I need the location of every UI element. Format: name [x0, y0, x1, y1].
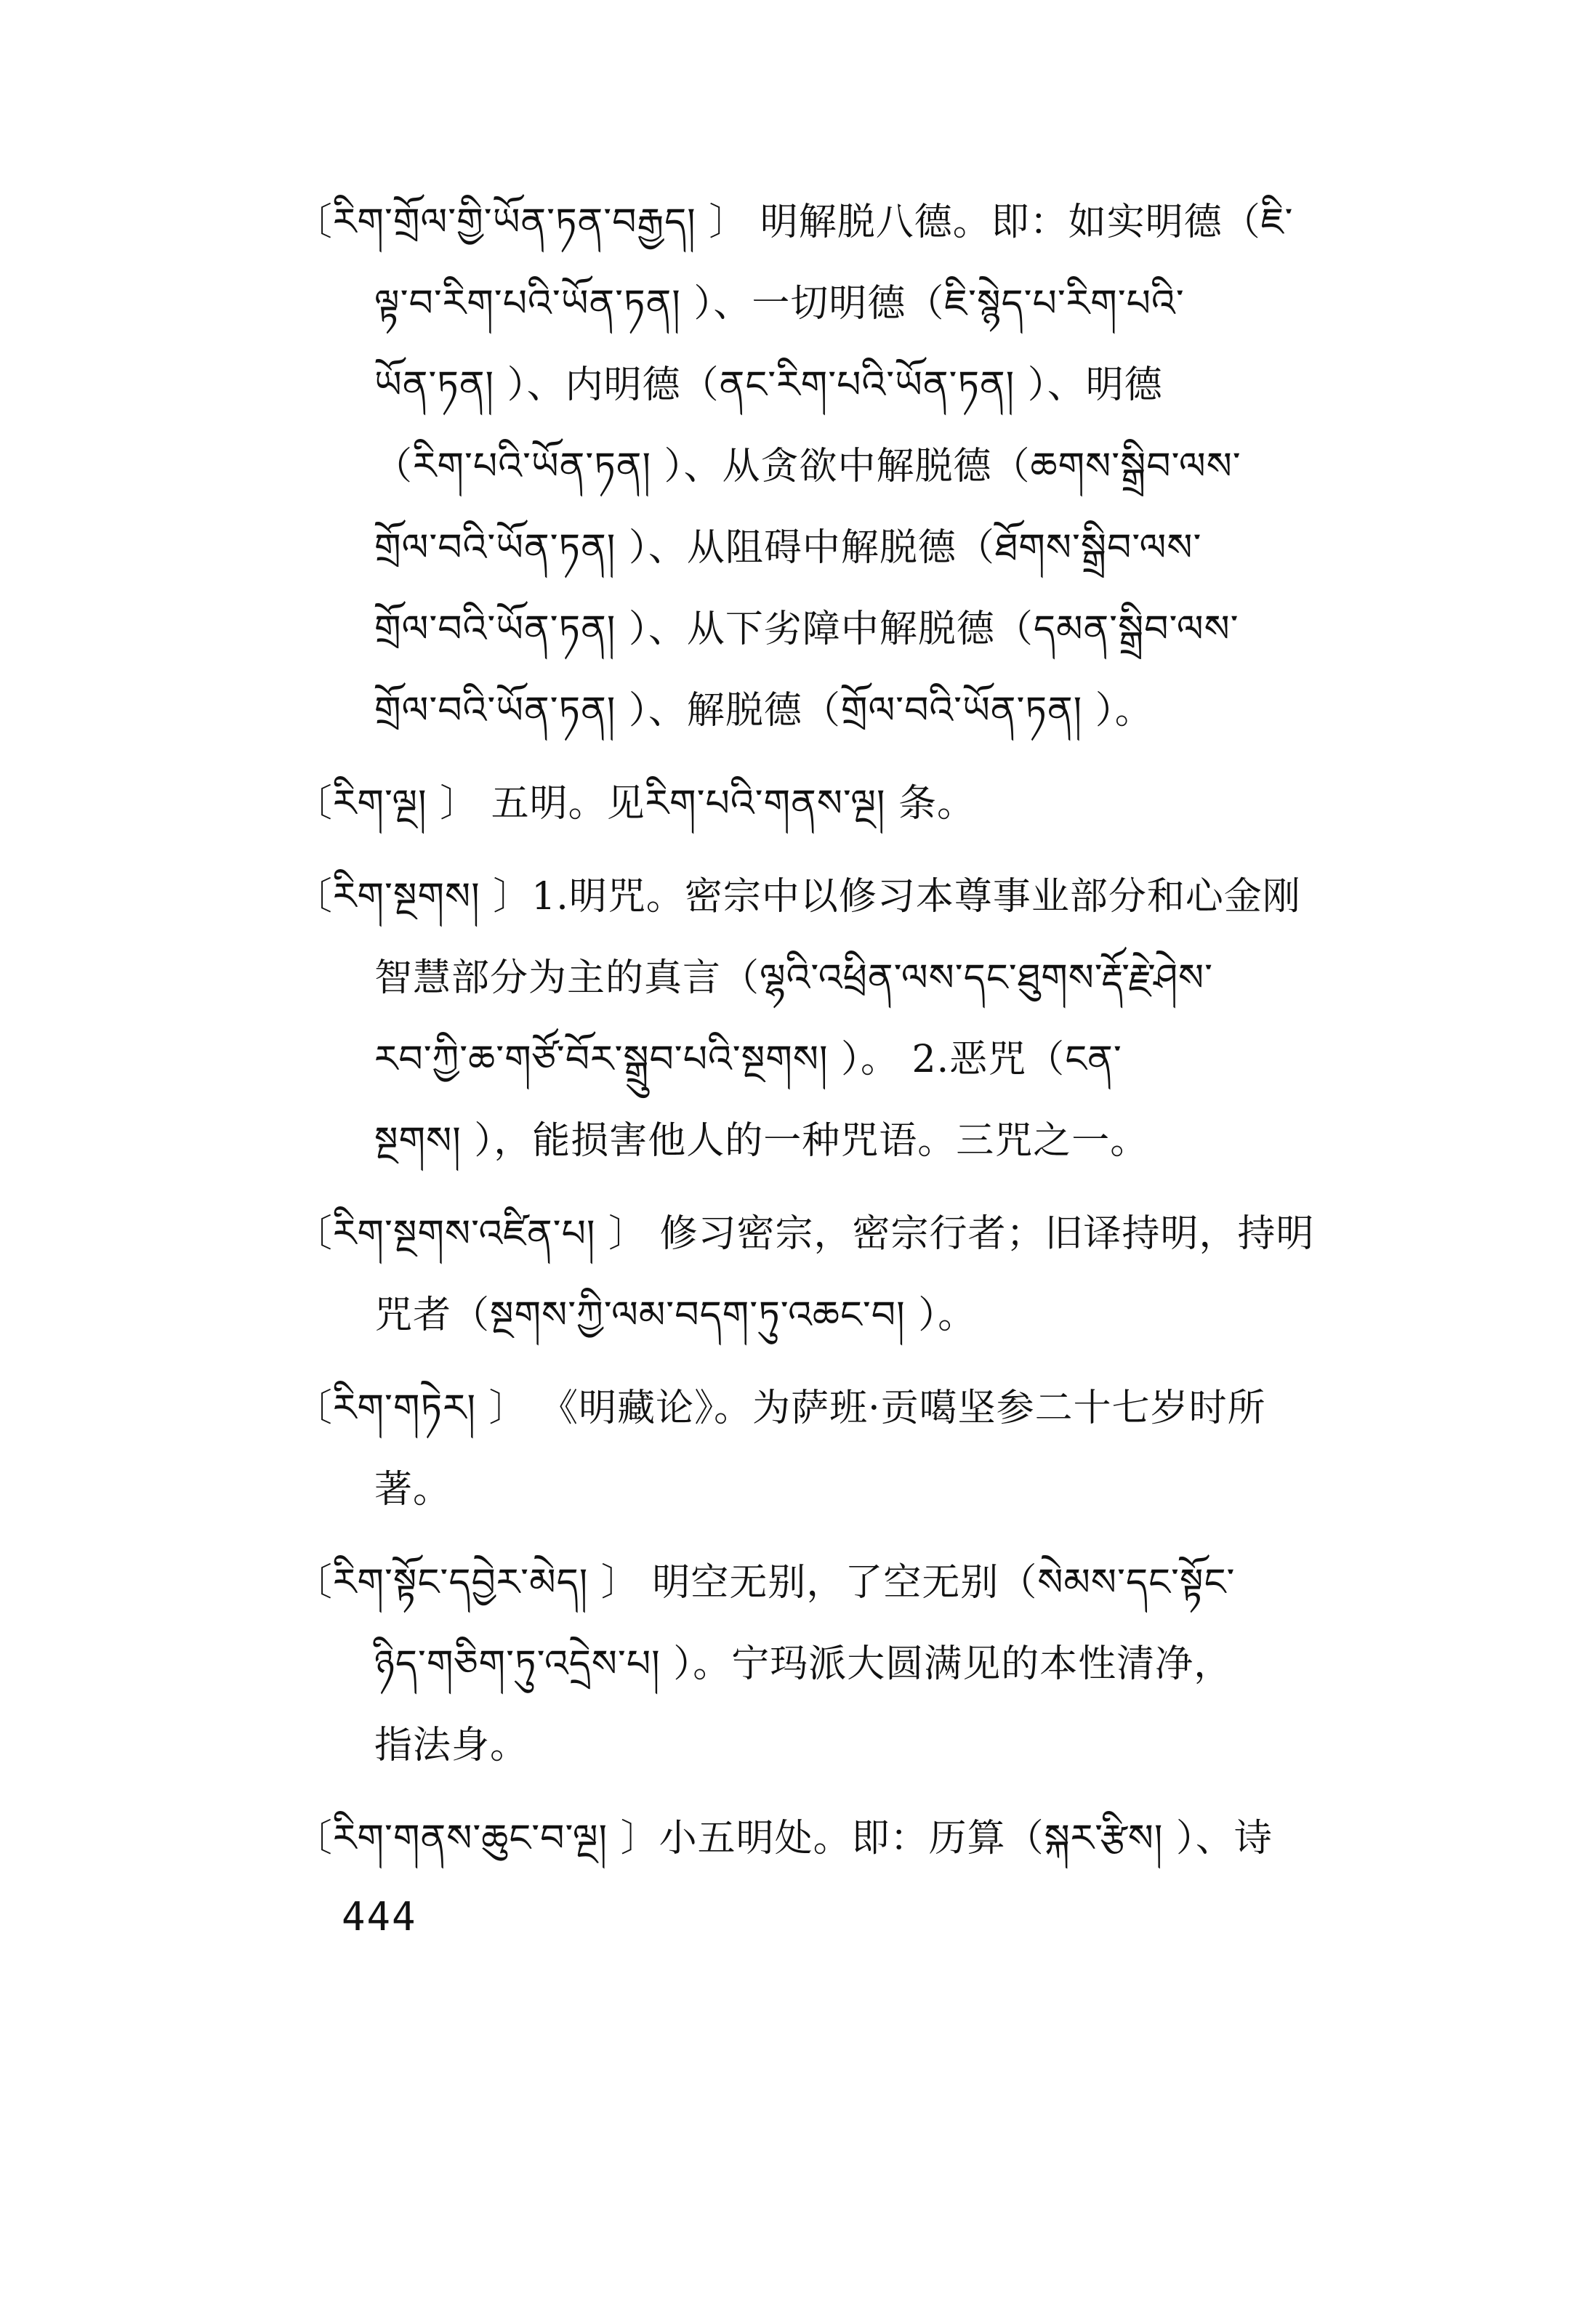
entry-line: 咒者（སྔགས་ཀྱི་ལམ་བདག་ཏུ་འཆང་བ། ）。	[374, 1294, 977, 1337]
entry-line: 〔རིག་གྲོལ་གྱི་ཡོན་ཏན་བརྒྱད། 〕 明解脱八德。即：如实明德（ཇི་	[294, 201, 1294, 244]
entry-line: ཉིད་གཅིག་ཏུ་འདྲེས་པ། ）。宁玛派大圆满见的本性清净，	[374, 1642, 1233, 1686]
entry-line: 〔རིག་སྔགས་འཛིན་པ། 〕 修习密宗，密宗行者；旧译持明，持明	[294, 1212, 1315, 1256]
entry-line: ཡོན་ཏན། ）、内明德（ནང་རིག་པའི་ཡོན་ཏན། ）、明德	[374, 363, 1163, 407]
entry-line: 〔རིག་སྟོང་དབྱེར་མེད། 〕 明空无别，了空无别（སེམས་དང་སྟོང་	[294, 1561, 1236, 1605]
entry-line: ལྟ་བ་རིག་པའི་ཡོན་ཏན། ）、一切明德（ཇི་སྙེད་པ་རིག་པའི་	[374, 282, 1185, 326]
dictionary-entries	[294, 182, 1399, 1891]
entry-rig-lnga	[294, 763, 1399, 844]
entry-rig-stong-dbyer-med	[294, 1542, 1399, 1786]
entry-line: གྲོལ་བའི་ཡོན་ཏན། ）、从阻碍中解脱德（ཐོགས་སྒྲིབ་ལས་	[374, 526, 1202, 570]
entry-line: 〔རིག་སྔགས། 〕1.明咒。密宗中以修习本尊事业部分和心金刚	[294, 875, 1301, 919]
entry-rig-grol-yon-tan	[294, 182, 1399, 751]
entry-rig-gter	[294, 1368, 1399, 1530]
entry-line: སྔགས། ），能损害他人的一种咒语。三咒之一。	[374, 1119, 1149, 1163]
page-number: 444	[342, 1894, 417, 1940]
entry-line: 〔རིག་ལྔ། 〕 五明。见རིག་པའི་གནས་ལྔ། 条。	[294, 782, 975, 826]
entry-line: རབ་ཀྱི་ཆ་གཙོ་བོར་སྒྲུབ་པའི་སྔགས། ）。 2.恶咒（ངན་	[374, 1038, 1122, 1081]
entry-line: （རིག་པའི་ཡོན་ཏན། ）、从贪欲中解脱德（ཆགས་སྒྲིབ་ལས་	[374, 445, 1241, 488]
entry-line: 指法身。	[374, 1724, 529, 1767]
entry-line: 〔རིག་གཏེར། 〕 《明藏论》。为萨班·贡噶坚参二十七岁时所	[294, 1387, 1266, 1430]
entry-line: 智慧部分为主的真言（ལྷའི་འཕྲིན་ལས་དང་ཐུགས་རྡོ་རྗེ་ཤེས་	[374, 956, 1214, 1000]
entry-line: 〔རིག་གནས་ཆུང་བ་ལྔ། 〕小五明处。即：历算（སྐར་རྩིས། ）、诗	[294, 1817, 1273, 1860]
entry-rig-gnas-chung-ba-lnga	[294, 1798, 1399, 1879]
entry-line: གྲོལ་བའི་ཡོན་ཏན། ）、从下劣障中解脱德（དམན་སྒྲིབ་ལས་	[374, 608, 1239, 651]
entry-rig-sngags	[294, 856, 1399, 1182]
entry-rig-sngags-dzin-pa	[294, 1193, 1399, 1356]
entry-line: གྲོལ་བའི་ཡོན་ཏན། ）、解脱德（གྲོལ་བའི་ཡོན་ཏན། ）。	[374, 689, 1154, 733]
entry-line: 著。	[374, 1468, 452, 1512]
